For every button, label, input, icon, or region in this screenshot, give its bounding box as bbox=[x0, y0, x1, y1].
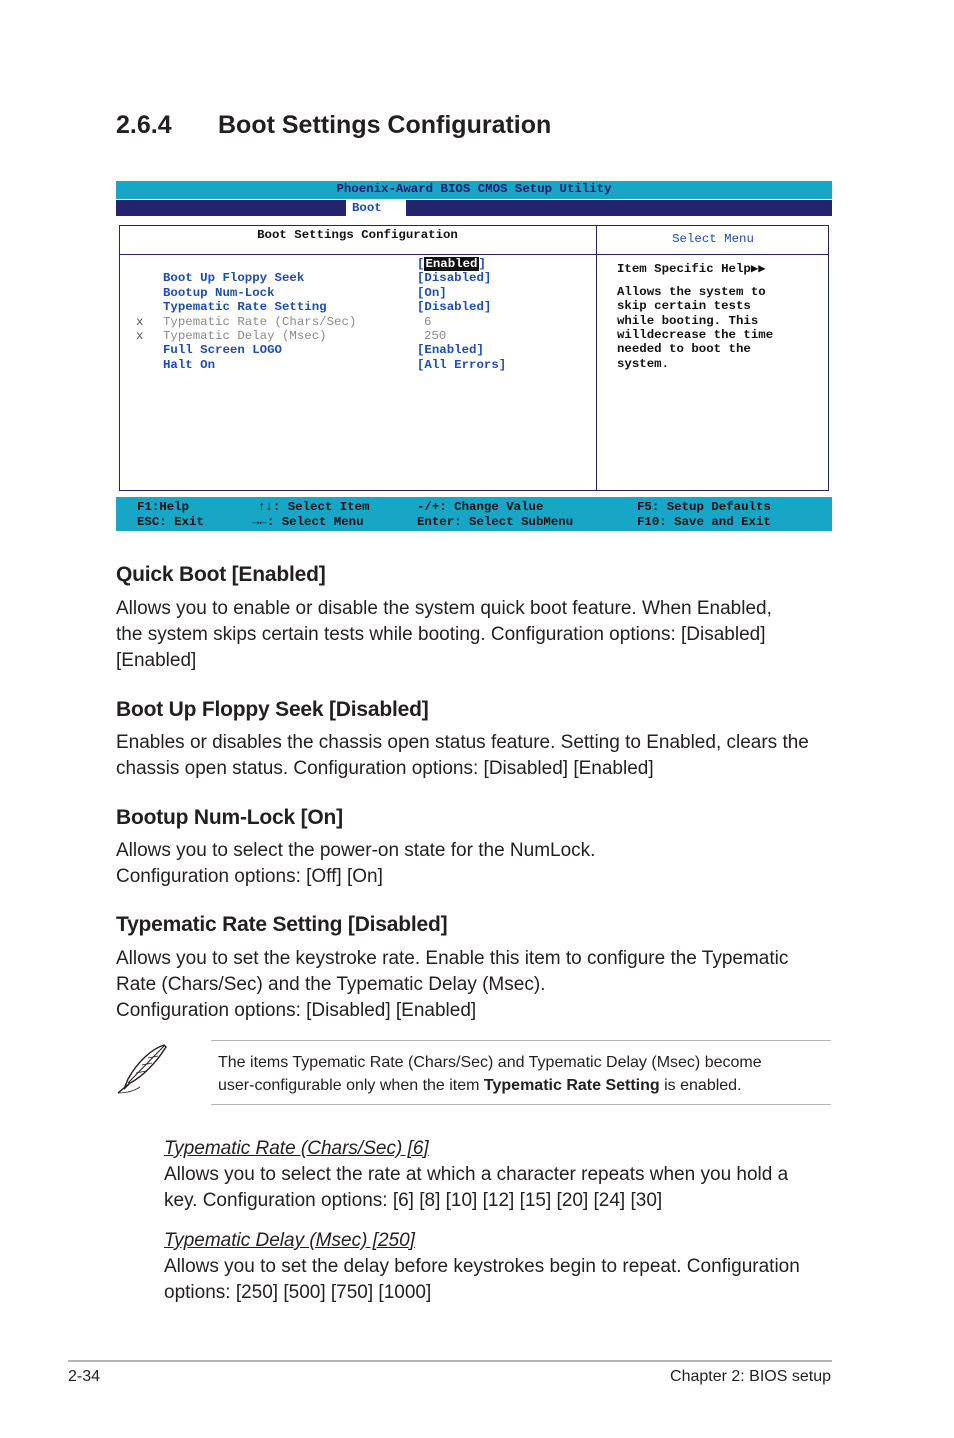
text-line: Enables or disables the chassis open status feature. Setting to Enabled, clears the bbox=[116, 732, 809, 753]
text-line: [Enabled] bbox=[116, 650, 197, 671]
bios-item-num-lock[interactable]: Bootup Num-Lock bbox=[163, 286, 275, 300]
bios-value-num-lock[interactable]: [On] bbox=[417, 286, 447, 300]
text-line: chassis open status. Configuration options: [Disabled] [Enabled] bbox=[116, 758, 654, 779]
double-chevron-right-icon: ▶▶ bbox=[750, 262, 766, 276]
bios-disabled-mark: x bbox=[136, 329, 144, 343]
bios-item-typematic-setting[interactable]: Typematic Rate Setting bbox=[163, 300, 327, 314]
bios-help-line: willdecrease the time bbox=[617, 328, 774, 342]
bios-menu-bar bbox=[116, 200, 832, 216]
text-line: options: [250] [500] [750] [1000] bbox=[164, 1282, 432, 1303]
floppy-seek-desc bbox=[116, 730, 836, 782]
text-line: Allows you to enable or disable the system quick boot feature. When Enabled, bbox=[116, 598, 772, 619]
bios-help-line: system. bbox=[617, 357, 670, 371]
quick-boot-heading: Quick Boot [Enabled] bbox=[116, 563, 326, 586]
bios-key-submenu: Enter: Select SubMenu bbox=[417, 515, 574, 529]
bios-disabled-mark: x bbox=[136, 315, 144, 329]
bios-item-typematic-rate: Typematic Rate (Chars/Sec) bbox=[163, 315, 357, 329]
num-lock-desc bbox=[116, 838, 836, 890]
bios-key-exit: ESC: Exit bbox=[137, 515, 204, 529]
bios-help-line: Allows the system to bbox=[617, 285, 766, 299]
text-line: Allows you to select the rate at which a character repeats when you hold a bbox=[164, 1164, 789, 1185]
text-line: Configuration options: [Disabled] [Enabled] bbox=[116, 1000, 477, 1021]
bios-value-halt-on[interactable]: [All Errors] bbox=[417, 358, 507, 372]
text-line: key. Configuration options: [6] [8] [10] [12] [15] [20] [24] [30] bbox=[164, 1190, 663, 1211]
bios-frame-divider bbox=[119, 254, 829, 255]
bios-help-header: Select Menu bbox=[672, 232, 754, 246]
typematic-delay-desc bbox=[164, 1228, 844, 1306]
typematic-heading: Typematic Rate Setting [Disabled] bbox=[116, 913, 448, 936]
tab-boot[interactable]: Boot bbox=[346, 200, 406, 217]
text-line: user-configurable only when the item Typematic Rate Setting is enabled. bbox=[218, 1077, 742, 1094]
bios-value-typematic-delay: 250 bbox=[424, 329, 447, 343]
bios-value-typematic-rate: 6 bbox=[424, 315, 432, 329]
typematic-rate-heading: Typematic Rate (Chars/Sec) [6] bbox=[164, 1138, 429, 1159]
bios-value-typematic-setting[interactable]: [Disabled] bbox=[417, 300, 492, 314]
bios-main-header: Boot Settings Configuration bbox=[257, 228, 458, 242]
bios-help-line: skip certain tests bbox=[617, 299, 751, 313]
typematic-rate-desc bbox=[164, 1136, 844, 1214]
up-down-arrow-icon: ↑↓ bbox=[258, 500, 273, 514]
note-divider-bottom bbox=[211, 1104, 831, 1105]
typematic-desc bbox=[116, 946, 836, 1024]
bios-item-quick-boot[interactable]: Quick Boot bbox=[163, 257, 238, 271]
quick-boot-desc bbox=[116, 596, 836, 674]
section-title: Boot Settings Configuration bbox=[218, 111, 552, 139]
page-number: 2-34 bbox=[68, 1368, 101, 1385]
text-line: Configuration options: [Off] [On] bbox=[116, 866, 383, 887]
bios-key-help: F1:Help bbox=[137, 500, 190, 514]
bios-item-typematic-delay: Typematic Delay (Msec) bbox=[163, 329, 327, 343]
bios-help-line: while booting. This bbox=[617, 314, 759, 328]
bios-screen bbox=[116, 181, 832, 531]
bios-key-save-exit: F10: Save and Exit bbox=[637, 515, 771, 529]
left-right-arrow-icon: →← bbox=[252, 515, 267, 529]
text-line: Rate (Chars/Sec) and the Typematic Delay (Msec). bbox=[116, 974, 546, 995]
bios-value-full-screen-logo[interactable]: [Enabled] bbox=[417, 343, 484, 357]
bios-pane-divider bbox=[596, 225, 597, 491]
text-line: Allows you to select the power-on state for the NumLock. bbox=[116, 840, 596, 861]
bios-title: Phoenix-Award BIOS CMOS Setup Utility bbox=[336, 182, 612, 196]
text-line: The items Typematic Rate (Chars/Sec) and Typematic Delay (Msec) become bbox=[218, 1054, 762, 1071]
note-divider-top bbox=[211, 1040, 831, 1041]
bios-key-change-value: -/+: Change Value bbox=[417, 500, 544, 514]
page-footer-rule bbox=[68, 1360, 832, 1362]
text-line: Allows you to set the delay before keystrokes begin to repeat. Configuration bbox=[164, 1256, 800, 1277]
bios-help-line: needed to boot the bbox=[617, 342, 751, 356]
bios-key-select-item: ↑↓: Select Item bbox=[258, 500, 370, 514]
floppy-seek-heading: Boot Up Floppy Seek [Disabled] bbox=[116, 698, 429, 721]
bios-value-floppy-seek[interactable]: [Disabled] bbox=[417, 271, 492, 285]
section-number: 2.6.4 bbox=[116, 111, 172, 139]
text-line: the system skips certain tests while booting. Configuration options: [Disabled] bbox=[116, 624, 766, 645]
text-line: Allows you to set the keystroke rate. Enable this item to configure the Typematic bbox=[116, 948, 789, 969]
bios-item-full-screen-logo[interactable]: Full Screen LOGO bbox=[163, 343, 282, 357]
bios-item-halt-on[interactable]: Halt On bbox=[163, 358, 216, 372]
num-lock-heading: Bootup Num-Lock [On] bbox=[116, 806, 343, 829]
chapter-label: Chapter 2: BIOS setup bbox=[670, 1368, 831, 1385]
bios-help-title: Item Specific Help▶▶ bbox=[617, 262, 766, 276]
feather-pen-icon bbox=[116, 1043, 170, 1095]
bios-key-select-menu: →←: Select Menu bbox=[252, 515, 364, 529]
bios-item-floppy-seek[interactable]: Boot Up Floppy Seek bbox=[163, 271, 305, 285]
note-text bbox=[218, 1051, 828, 1097]
bios-value-quick-boot[interactable]: [Enabled] bbox=[417, 257, 486, 271]
typematic-delay-heading: Typematic Delay (Msec) [250] bbox=[164, 1230, 415, 1251]
bios-key-defaults: F5: Setup Defaults bbox=[637, 500, 771, 514]
